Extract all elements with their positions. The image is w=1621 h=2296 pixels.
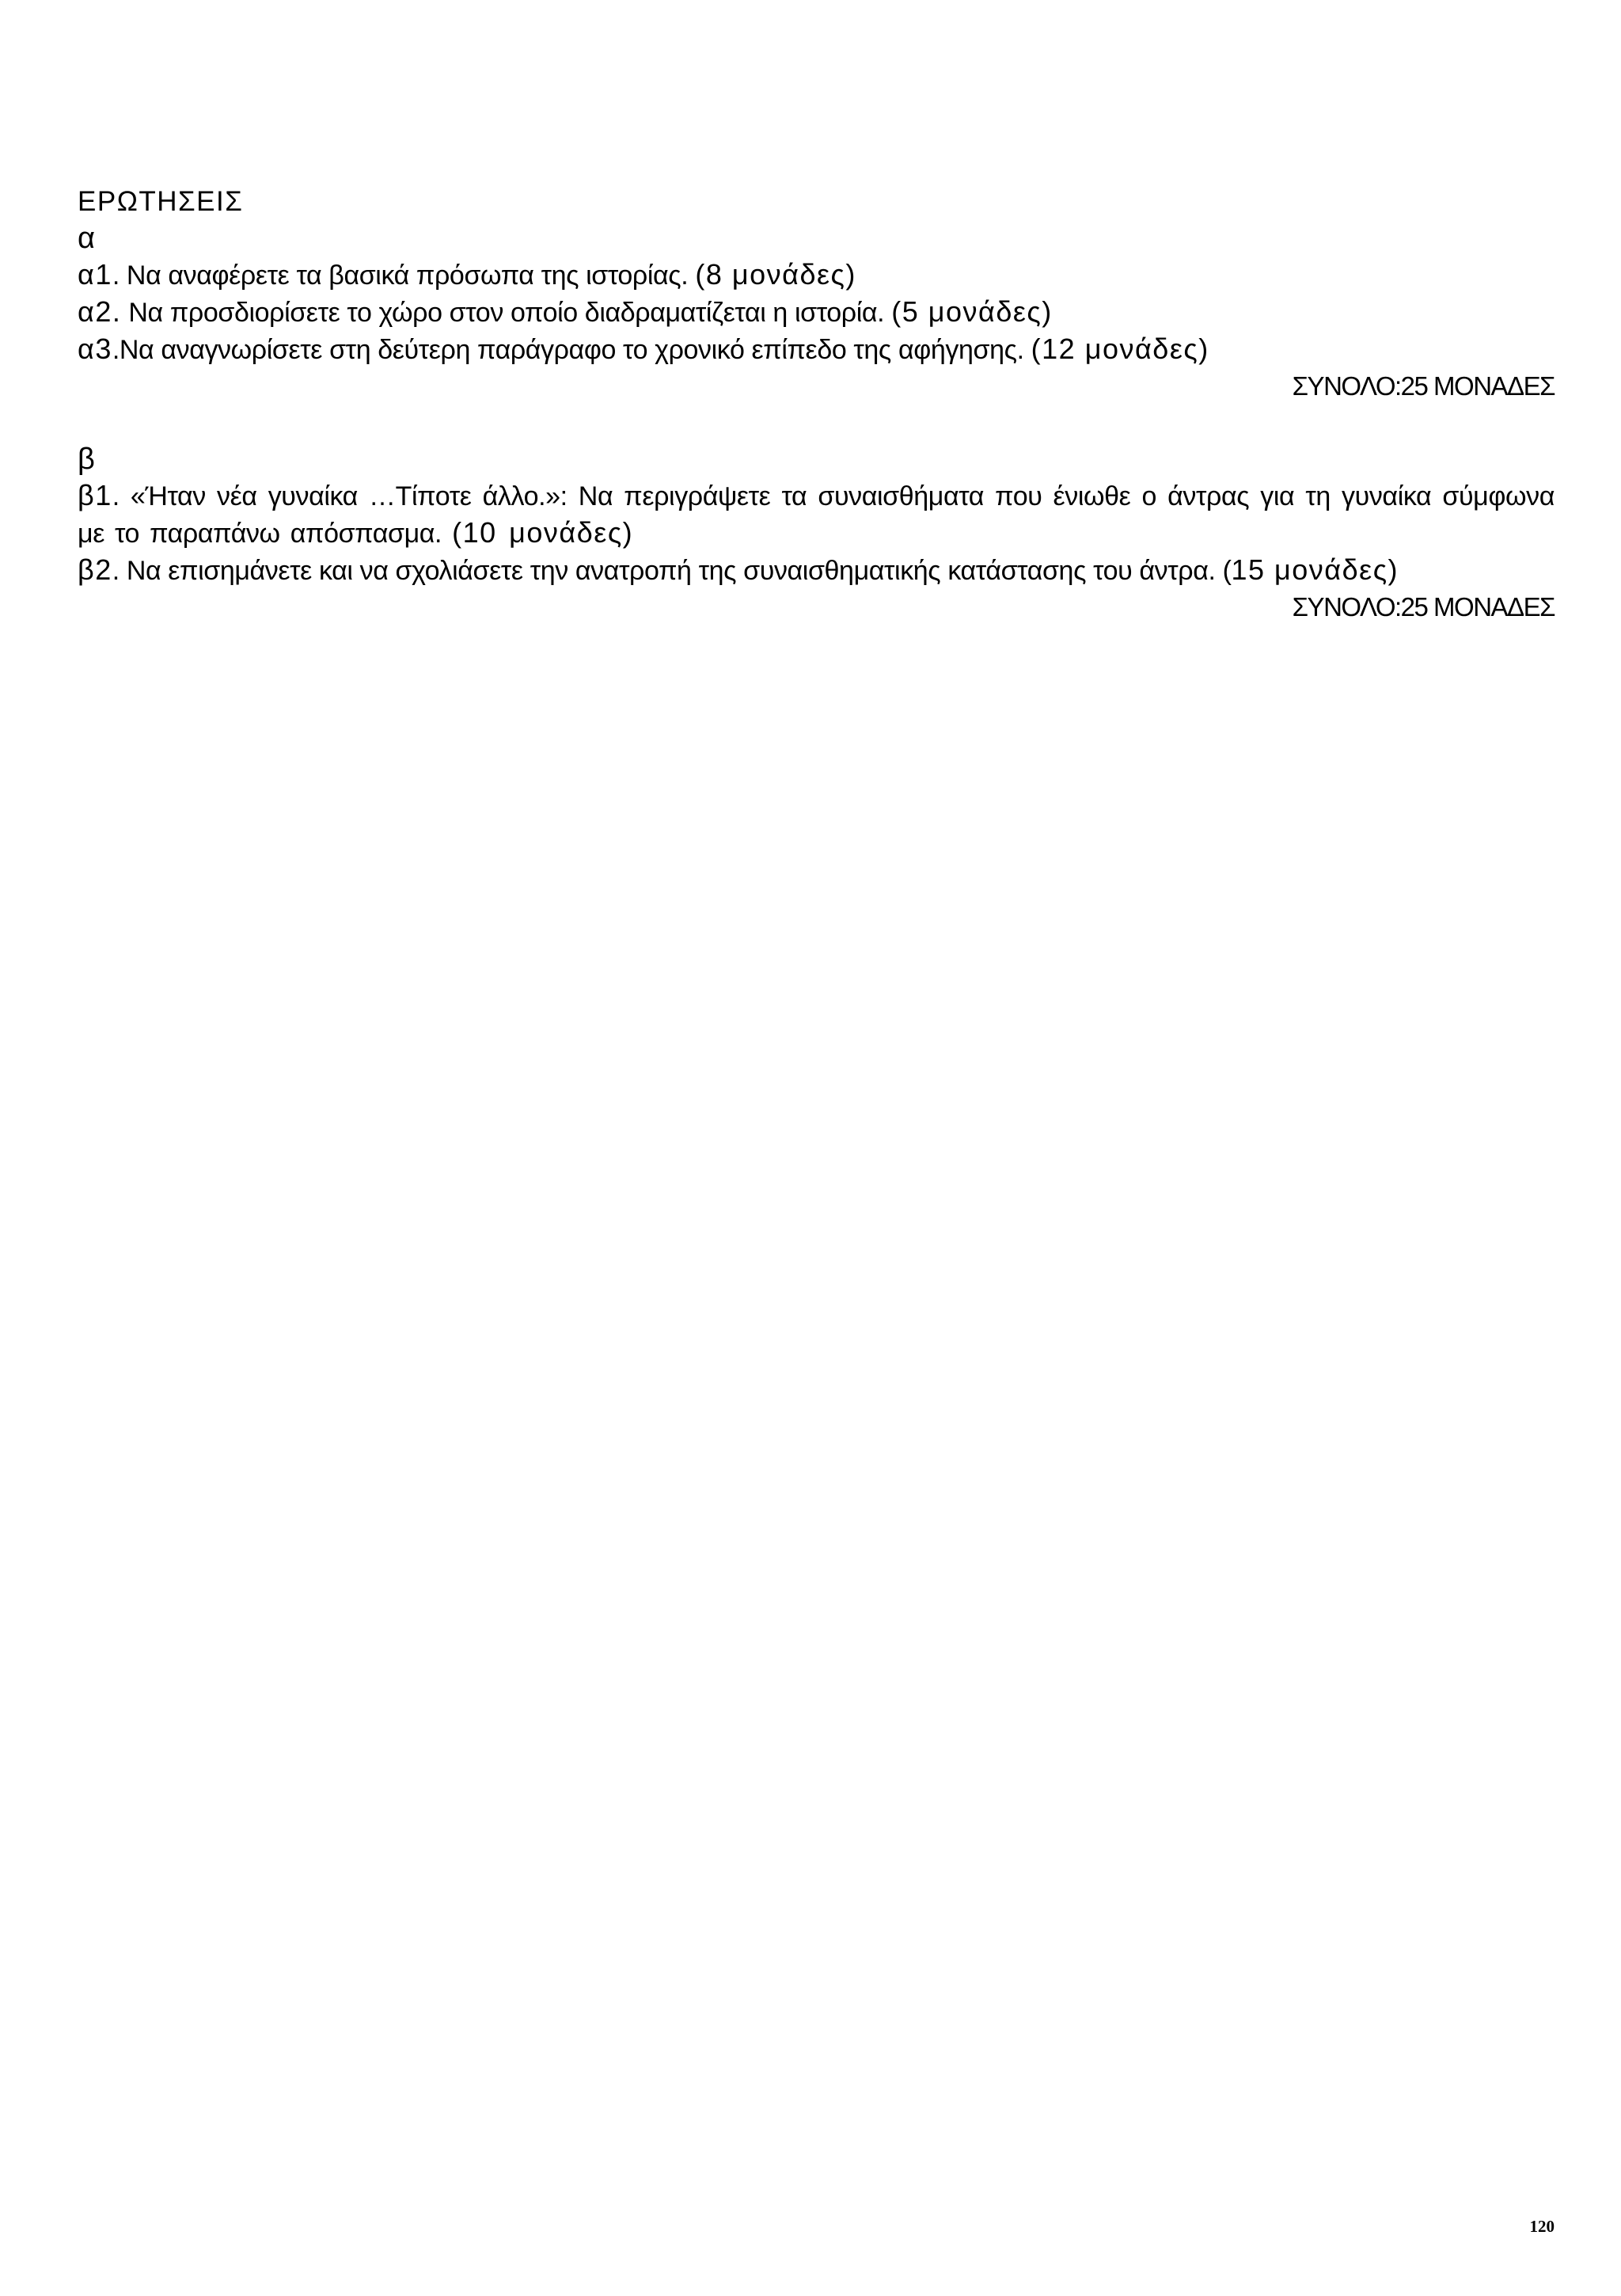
question-number: β2 (78, 553, 112, 586)
section-b-total: ΣΥΝΟΛΟ:25 ΜΟΝΑΔΕΣ (1292, 592, 1555, 622)
question-text: . «Ήταν νέα γυναίκα …Τίποτε άλλο.»: Να περιγράψετε τα συναισθήματα που ένιωθε ο άντρας για τη γυναίκα σύμφωνα με το παραπάνω απόσπασμα. (78, 481, 1555, 549)
question-a2 (78, 294, 1555, 331)
section-a-label: α (78, 222, 95, 255)
page-number: 120 (1529, 2217, 1555, 2236)
question-marks: (8 μονάδες) (695, 258, 856, 291)
question-a1 (78, 257, 1555, 294)
question-b1 (78, 477, 1555, 552)
section-spacer (78, 405, 1555, 441)
question-number: α1 (78, 258, 112, 291)
question-marks: (10 μονάδες) (452, 516, 634, 549)
question-text: . Να αναφέρετε τα βασικά πρόσωπα της ιστορίας. (112, 260, 696, 291)
question-number: α3 (78, 333, 112, 365)
question-text: .Να αναγνωρίσετε στη δεύτερη παράγραφο το χρονικό επίπεδο της αφήγησης. (112, 335, 1031, 365)
question-text: . Να επισημάνετε και να σχολιάσετε την ανατροπή της συναισθηματικής κατάστασης του άντρα. ( (112, 556, 1232, 586)
section-a-total: ΣΥΝΟΛΟ:25 ΜΟΝΑΔΕΣ (1292, 371, 1555, 401)
questions-heading: ΕΡΩΤΗΣΕΙΣ (78, 186, 244, 217)
question-a3 (78, 331, 1555, 368)
questions-content (78, 184, 1555, 625)
question-text: Να προσδιορίσετε το χώρο στον οποίο διαδραματίζεται η ιστορία. (121, 298, 892, 328)
question-marks: (5 μονάδες) (891, 295, 1053, 328)
question-number: β1 (78, 479, 112, 511)
question-number: α2. (78, 295, 122, 328)
question-marks: 15 μονάδες) (1231, 553, 1399, 586)
question-marks: (12 μονάδες) (1031, 333, 1209, 365)
question-b2 (78, 552, 1555, 589)
section-b-label: β (78, 443, 95, 476)
